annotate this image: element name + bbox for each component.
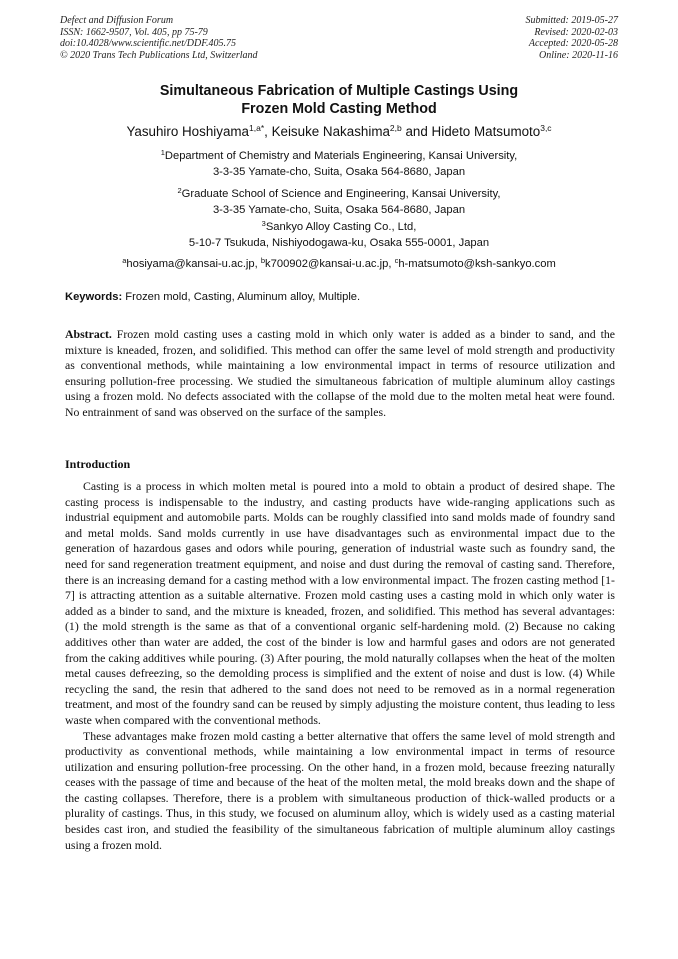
title-line: Simultaneous Fabrication of Multiple Castings Using <box>159 83 519 99</box>
affiliation-mark: 1 <box>160 148 165 157</box>
paragraph: Casting is a process in which molten metal is poured into a mold to obtain a product of desired shape. The casting process is indispensable to the industry, and casting products have wide-ranging applications such as industrial equipment and automobile parts. Molds can be roughly classified into sand molds made of foundry sand and metal molds. Sand molds currently in use have disadvantages such as environmental impact due to the generation of hazardous gases and odors while pouring, generation of industrial waste such as foundry sand, the need for sand regeneration treatment equipment, and noise and dust during the removal of casting sand. Therefore, there is an increasing demand for a casting method with a low environmental impact. The frozen casting method [1-7] is attracting attention as a suitable alternative. Frozen mold casting uses a casting mold in which only water is added as a binder to sand, and the mixture is kneaded, frozen, and solidified. This method has several advantages: (1) the mold strength is the same as that of a conventional organic self-hardening mold. (2) Because no caking additives other than water are added, the cost of the binder is low and harmful gases and odors are not generated from the caking additives while pouring. (3) After pouring, the mold naturally collapses when the heat of the molten metal causes defreezing, so the demolding process is simplified and the extent of noise and dust is low. (4) While recycling the sand, the resin that adhered to the sand does not need to be removed as in a normal regeneration treatment, and most of the foundry sand can be reused by simply adjusting the moisture content, thus leading to less waste when compared with the conventional methods. <box>65 479 615 727</box>
email-address[interactable]: hosiyama@kansai-u.ac.jp <box>126 258 255 270</box>
revised-date: Revised: 2020-02-03 <box>534 26 618 38</box>
affiliation-mark: 3 <box>261 219 266 228</box>
accepted-date: Accepted: 2020-05-28 <box>528 38 618 49</box>
journal-name: Defect and Diffusion Forum <box>60 15 174 26</box>
affiliation-line: Department of Chemistry and Materials Engineering, Kansai University, <box>164 150 518 162</box>
email-mark: b <box>260 256 266 265</box>
email-mark: c <box>394 256 399 265</box>
affiliation-address: 5-10-7 Tsukuda, Nishiyodogawa-ku, Osaka 555-0001, Japan <box>188 236 490 249</box>
author-name: Keisuke Nakashima <box>271 124 390 139</box>
online-date: Online: 2020-11-16 <box>539 49 618 61</box>
email-address[interactable]: h-matsumoto@ksh-sankyo.com <box>398 258 556 270</box>
journal-doi[interactable]: doi:10.4028/www.scientific.net/DDF.405.75 <box>60 38 237 49</box>
abstract-text: Frozen mold casting uses a casting mold in which only water is added as a binder to sand, and the mixture is kneaded, frozen, and solidified. This method can offer the same level of mold strength and productivity as conventional methods, while maintaining a low environmental impact in terms of resource utilization and ensuring pollution-free processing. We studied the simultaneous fabrication of multiple aluminum alloy castings using a frozen mold. No defects associated with the collapse of the mold due to the molten metal heat were found. No entrainment of sand was observed on the surface of the samples. <box>65 327 615 419</box>
affiliation-address: 3-3-35 Yamate-cho, Suita, Osaka 564-8680, Japan <box>212 165 466 178</box>
email-mark: a <box>122 256 127 265</box>
author-name: Yasuhiro Hoshiyama <box>126 124 249 139</box>
paper-title <box>40 82 638 118</box>
affiliation <box>40 149 638 180</box>
affiliation-line: Graduate School of Science and Engineering, Kansai University, <box>181 188 501 200</box>
author-name: Hideto Matsumoto <box>431 124 541 139</box>
author-affiliation-mark: 2,b <box>389 123 402 133</box>
abstract-label: Abstract. <box>65 327 112 341</box>
affiliation-mark: 2 <box>177 186 182 195</box>
email-separator: , <box>254 258 261 270</box>
author-separator: , <box>264 124 272 139</box>
introduction-body <box>65 479 615 853</box>
author-emails <box>30 257 648 272</box>
email-address[interactable]: k700902@kansai-u.ac.jp <box>265 258 389 270</box>
affiliation-address: 3-3-35 Yamate-cho, Suita, Osaka 564-8680, Japan <box>212 203 466 216</box>
journal-header-right <box>526 15 619 61</box>
journal-copyright: © 2020 Trans Tech Publications Ltd, Switzerland <box>60 49 258 61</box>
section-heading-introduction: Introduction <box>65 457 131 471</box>
author-separator: and <box>401 124 432 139</box>
affiliation <box>40 220 638 251</box>
keywords <box>65 291 360 303</box>
affiliation-line: Sankyo Alloy Casting Co., Ltd, <box>265 221 417 233</box>
author-affiliation-mark: 3,c <box>540 123 552 133</box>
keywords-label: Keywords: <box>65 291 123 303</box>
abstract <box>65 327 615 421</box>
keywords-text: Frozen mold, Casting, Aluminum alloy, Multiple. <box>122 291 361 303</box>
email-separator: , <box>388 258 395 270</box>
title-line: Frozen Mold Casting Method <box>241 101 437 117</box>
author-affiliation-mark: 1,a* <box>249 123 265 133</box>
journal-issn: ISSN: 1662-9507, Vol. 405, pp 75-79 <box>60 26 208 38</box>
affiliation <box>40 187 638 218</box>
submitted-date: Submitted: 2019-05-27 <box>525 15 618 26</box>
journal-header-left <box>60 15 258 61</box>
author-list <box>30 124 648 140</box>
paragraph: These advantages make frozen mold casting a better alternative that offers the same level of mold strength and productivity as conventional methods, while maintaining a low environmental impact in terms of resource utilization and ensuring pollution-free processing. On the other hand, in a frozen mold, because freezing naturally ceases with the passage of time and because of the heat of the molten metal, the mold breaks down and the shape of the casting collapses. Therefore, there is a problem with simultaneous production of thick-walled products or a plurality of castings. Thus, in this study, we focused on aluminum alloy, which is widely used as a casting material besides cast iron, and studied the feasibility of the simultaneous fabrication of multiple aluminum alloy castings using a frozen mold. <box>65 728 615 852</box>
